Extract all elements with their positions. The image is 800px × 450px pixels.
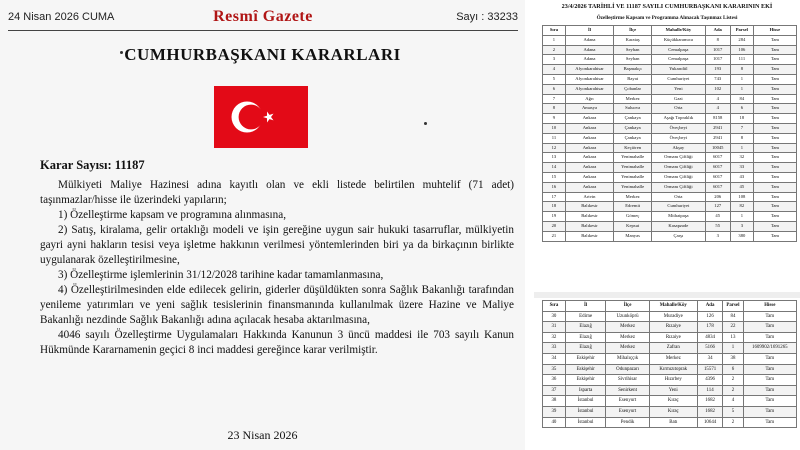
table-cell: 6017 <box>705 182 730 192</box>
annex-table-part-2 <box>542 300 797 428</box>
table-cell: Eskişehir <box>565 364 606 375</box>
table-cell: Akşay <box>652 143 705 153</box>
table-cell: 16 <box>543 182 566 192</box>
table-cell: Tam <box>743 396 796 407</box>
table-row <box>543 55 797 65</box>
table-cell: 18 <box>730 114 753 124</box>
table-cell: Tam <box>753 123 796 133</box>
table-header-cell: Mahalle/Köy <box>649 301 697 312</box>
table-cell: Balıkesir <box>565 212 613 222</box>
table-cell: Yenimahalle <box>614 172 652 182</box>
table-cell: 9 <box>543 114 566 124</box>
table-cell: 4 <box>705 104 730 114</box>
table-row <box>543 35 797 45</box>
table-cell: 106 <box>730 45 753 55</box>
table-cell: Ankara <box>565 182 613 192</box>
table-cell: Ankara <box>565 114 613 124</box>
table-row <box>543 364 797 375</box>
table-cell: 206 <box>705 192 730 202</box>
table-cell: Cemalpaşa <box>652 45 705 55</box>
table-cell: Tam <box>753 133 796 143</box>
table-cell: Tam <box>753 212 796 222</box>
table-header-cell: Ada <box>697 301 722 312</box>
annex-subtitle: Özelleştirme Kapsam ve Programına Alınacak Taşınmaz Listesi <box>596 15 738 21</box>
table-cell: 1 <box>543 35 566 45</box>
table-cell: Ankara <box>565 133 613 143</box>
table-cell: Sivrihisar <box>606 375 649 386</box>
paragraph-legal-basis: 4046 sayılı Özelleştirme Uygulamaları Hakkında Kanunun 3 üncü maddesi ile 703 sayılı Kanun Hükmünde Kararnamenin geçici 8 inci maddesi gereğince karar verilmiştir. <box>40 329 514 356</box>
table-row <box>543 133 797 143</box>
table-row <box>543 123 797 133</box>
table-cell: Ormanı Çiftliği <box>652 172 705 182</box>
table-cell: Rızaiye <box>649 332 697 343</box>
table-row <box>543 143 797 153</box>
table-cell: Karataş <box>614 35 652 45</box>
table-cell: Ankara <box>565 123 613 133</box>
table-cell: 1609902/1691265 <box>743 343 796 354</box>
table-row <box>543 74 797 84</box>
table-cell: Tam <box>753 143 796 153</box>
table-cell: 4396 <box>697 375 722 386</box>
table-cell: Afyonkarahisar <box>565 74 613 84</box>
table-header-cell: İlçe <box>614 26 652 36</box>
table-row <box>543 353 797 364</box>
table-cell: Odunpazarı <box>606 364 649 375</box>
table-cell: 1 <box>730 143 753 153</box>
table-cell: 114 <box>697 385 722 396</box>
table-cell: 5166 <box>697 343 722 354</box>
table-cell: Adana <box>565 35 613 45</box>
table-cell: 84 <box>723 311 743 322</box>
table-cell: 6 <box>543 84 566 94</box>
table-cell: Tam <box>753 104 796 114</box>
table-cell: 1017 <box>705 45 730 55</box>
table-cell: Tam <box>743 332 796 343</box>
table-row <box>543 84 797 94</box>
table-cell: 1017 <box>705 55 730 65</box>
table-cell: 193 <box>705 65 730 75</box>
table-cell: 32 <box>543 332 566 343</box>
table-cell: Edremit <box>614 202 652 212</box>
table-cell: Gazi <box>652 94 705 104</box>
table-cell: 15571 <box>697 364 722 375</box>
table-cell: Yeni <box>649 385 697 396</box>
table-row <box>543 375 797 386</box>
table-cell: Öveçbeyi <box>652 133 705 143</box>
table-cell: Tam <box>753 163 796 173</box>
table-row <box>543 192 797 202</box>
table-cell: 35 <box>543 364 566 375</box>
table-cell: 32 <box>730 153 753 163</box>
table-cell: 7 <box>543 94 566 104</box>
table-cell: Cumhuriyet <box>652 74 705 84</box>
table-cell: 111 <box>730 55 753 65</box>
table-cell: Yukarıdiil <box>652 65 705 75</box>
table-cell: Merkez <box>614 94 652 104</box>
table-cell: İstanbul <box>565 406 606 417</box>
table-cell: Çobanlar <box>614 84 652 94</box>
table-cell: Isparta <box>565 385 606 396</box>
table-row <box>543 406 797 417</box>
table-cell: Ağrı <box>565 94 613 104</box>
table-cell: 39 <box>543 406 566 417</box>
table-cell: 1682 <box>697 396 722 407</box>
table-cell: Gömeç <box>614 212 652 222</box>
table-cell: 1682 <box>697 406 722 417</box>
table-cell: 6 <box>730 104 753 114</box>
table-cell: 108 <box>730 192 753 202</box>
table-row <box>543 212 797 222</box>
table-header-cell: Parsel <box>730 26 753 36</box>
table-cell: Afyonkarahisar <box>565 84 613 94</box>
table-cell: Rızaiye <box>649 322 697 333</box>
table-cell: Eskişehir <box>565 353 606 364</box>
table-cell: 1 <box>723 343 743 354</box>
table-cell: 1 <box>730 212 753 222</box>
table-cell: 8 <box>705 35 730 45</box>
table-cell: 21 <box>543 231 566 241</box>
table-cell: 13 <box>723 332 743 343</box>
table-cell: Merkez <box>606 322 649 333</box>
table-cell: Ankara <box>565 172 613 182</box>
table-row <box>543 332 797 343</box>
table-cell: Cemalpaşa <box>652 55 705 65</box>
table-cell: 2 <box>723 375 743 386</box>
table-header-cell: Mahalle/Köy <box>652 26 705 36</box>
table-cell: Kasapzade <box>652 221 705 231</box>
table-cell: 6017 <box>705 163 730 173</box>
table-cell: 82 <box>730 202 753 212</box>
table-cell: 37 <box>543 385 566 396</box>
table-cell: 4 <box>723 396 743 407</box>
table-cell: 6017 <box>705 172 730 182</box>
table-cell: 2 <box>723 417 743 428</box>
table-cell: Tam <box>743 311 796 322</box>
table-cell: Edirne <box>565 311 606 322</box>
table-cell: Kepsut <box>614 221 652 231</box>
table-cell: Tam <box>753 182 796 192</box>
table-cell: Adana <box>565 55 613 65</box>
table-cell: 102 <box>705 84 730 94</box>
table-header-cell: İl <box>565 26 613 36</box>
table-cell: 3 <box>543 55 566 65</box>
table-cell: Tam <box>743 406 796 417</box>
table-cell: 84 <box>730 94 753 104</box>
paragraph-item-2: 2) Satış, kiralama, gelir ortaklığı modeli ve işin gereğine uygun sair hukuki tasarruflar, mülkiyetin gayri ayni hakların tesisi veya işletme hakkının verilmesi yöntemlerinden biri ya da birkaçının birlikte uygulanarak özelleştirilmesine, <box>40 224 514 266</box>
table-cell: 38 <box>723 353 743 364</box>
table-cell: 33 <box>730 163 753 173</box>
table-cell: 17 <box>543 192 566 202</box>
table-cell: Tam <box>753 74 796 84</box>
table-cell: Keçiören <box>614 143 652 153</box>
table-cell: Başmakçı <box>614 65 652 75</box>
annex-table-part-1 <box>542 25 797 242</box>
table-cell: 2 <box>723 385 743 396</box>
table-cell: Pendik <box>606 417 649 428</box>
table-cell: Tam <box>753 202 796 212</box>
table-cell: Afyonkarahisar <box>565 65 613 75</box>
table-cell: Yenimahalle <box>614 163 652 173</box>
table-cell: 6017 <box>705 153 730 163</box>
table-row <box>543 417 797 428</box>
table-cell: 22 <box>723 322 743 333</box>
table-row <box>543 172 797 182</box>
table-row <box>543 221 797 231</box>
table-cell: Yeni <box>652 84 705 94</box>
table-cell: 3 <box>730 221 753 231</box>
table-row <box>543 114 797 124</box>
paragraph-item-3: 3) Özelleştirme işlemlerinin 31/12/2028 tarihine kadar tamamlanmasına, <box>58 269 384 281</box>
table-cell: 45 <box>705 212 730 222</box>
table-cell: Artvin <box>565 192 613 202</box>
table-cell: Orta <box>652 104 705 114</box>
table-cell: 34 <box>543 353 566 364</box>
table-cell: Kıraç <box>649 396 697 407</box>
table-cell: Merkez <box>606 343 649 354</box>
table-cell: Adana <box>565 45 613 55</box>
table-cell: Zafran <box>649 343 697 354</box>
gazette-date: 24 Nisan 2026 CUMA <box>8 11 115 23</box>
table-cell: 12 <box>543 143 566 153</box>
table-cell: 10045 <box>705 143 730 153</box>
table-cell: 5 <box>543 74 566 84</box>
table-cell: Tam <box>753 114 796 124</box>
table-cell: Çankaya <box>614 114 652 124</box>
table-cell: 38 <box>543 396 566 407</box>
table-cell: Esenyurt <box>606 406 649 417</box>
table-cell: 14 <box>543 163 566 173</box>
table-row <box>543 45 797 55</box>
table-cell: Aşağı Topraklık <box>652 114 705 124</box>
table-cell: Bayat <box>614 74 652 84</box>
table-header-cell: İlçe <box>606 301 649 312</box>
table-cell: Hızırbey <box>649 375 697 386</box>
table-cell: Tam <box>753 172 796 182</box>
table-cell: Suluova <box>614 104 652 114</box>
table-cell: 18 <box>543 202 566 212</box>
table-row <box>543 231 797 241</box>
table-row <box>543 311 797 322</box>
table-cell: 8 <box>730 133 753 143</box>
table-header-cell: Hisse <box>743 301 796 312</box>
table-cell: Ankara <box>565 153 613 163</box>
table-cell: İstanbul <box>565 396 606 407</box>
table-cell: Tam <box>743 385 796 396</box>
table-cell: Merkez <box>606 332 649 343</box>
table-cell: Tam <box>743 322 796 333</box>
scan-speck <box>424 122 427 125</box>
gazette-header <box>8 8 518 31</box>
table-cell: 5 <box>723 406 743 417</box>
table-cell: İstanbul <box>565 417 606 428</box>
table-cell: Ankara <box>565 163 613 173</box>
table-header-row <box>543 26 797 36</box>
decree-number: Karar Sayısı: 11187 <box>40 158 145 172</box>
table-cell: 6 <box>723 364 743 375</box>
table-cell: Orta <box>652 192 705 202</box>
table-cell: 8 <box>730 65 753 75</box>
table-row <box>543 163 797 173</box>
table-cell: 40 <box>543 417 566 428</box>
paragraph-intro: Mülkiyeti Maliye Hazinesi adına kayıtlı olan ve ekli listede belirtilen muhtelif (71 adet) taşınmazlar/hisse ile üzerindeki yapıların; <box>40 179 514 206</box>
table-cell: 19 <box>543 212 566 222</box>
annex-panel <box>534 0 800 450</box>
table-header-cell: İl <box>565 301 606 312</box>
table-cell: 1 <box>730 84 753 94</box>
table-cell: 45 <box>730 182 753 192</box>
table-row <box>543 202 797 212</box>
gazette-title: Resmî Gazete <box>213 8 313 25</box>
table-cell: Ankara <box>565 143 613 153</box>
table-cell: Balıkesir <box>565 221 613 231</box>
table-cell: Tam <box>753 65 796 75</box>
table-cell: Elazığ <box>565 343 606 354</box>
table-row <box>543 182 797 192</box>
table-cell: 4 <box>543 65 566 75</box>
table-cell: Senirkent <box>606 385 649 396</box>
table-cell: Cumhuriyet <box>652 202 705 212</box>
table-cell: Yenimahalle <box>614 182 652 192</box>
table-cell: Tam <box>753 153 796 163</box>
table-cell: Merkez <box>649 353 697 364</box>
table-cell: 4834 <box>697 332 722 343</box>
table-cell: 178 <box>697 322 722 333</box>
table-cell: Çarşı <box>652 231 705 241</box>
table-cell: 284 <box>730 35 753 45</box>
table-cell: Ormanı Çiftliği <box>652 163 705 173</box>
table-cell: 2941 <box>705 133 730 143</box>
table-cell: 127 <box>705 202 730 212</box>
table-cell: Mithatpaşa <box>652 212 705 222</box>
turkish-flag-icon <box>214 86 308 148</box>
table-cell: 8158 <box>705 114 730 124</box>
table-cell: Tam <box>753 35 796 45</box>
table-cell: Küçükkaramıca <box>652 35 705 45</box>
table-cell: 1 <box>730 74 753 84</box>
table-header-row <box>543 301 797 312</box>
table-header-cell: Parsel <box>723 301 743 312</box>
paragraph-item-1: 1) Özelleştirme kapsam ve programına alınmasına, <box>58 209 287 221</box>
table-cell: 13 <box>543 153 566 163</box>
table-cell: 10644 <box>697 417 722 428</box>
table-cell: 2 <box>543 45 566 55</box>
table-cell: 34 <box>697 353 722 364</box>
table-cell: Seyhan <box>614 55 652 65</box>
table-cell: Yenimahalle <box>614 153 652 163</box>
table-cell: Tam <box>753 94 796 104</box>
table-row <box>543 343 797 354</box>
table-cell: 380 <box>730 231 753 241</box>
table-cell: Çankaya <box>614 133 652 143</box>
gazette-issue: Sayı : 33233 <box>456 11 518 23</box>
table-cell: Tam <box>753 55 796 65</box>
table-cell: Tam <box>743 417 796 428</box>
table-row <box>543 322 797 333</box>
table-row <box>543 104 797 114</box>
table-cell: 4 <box>705 94 730 104</box>
paragraph-item-4: 4) Özelleştirilmesinden elde edilecek gelirin, giderler düşüldükten sonra Sağlık Bakanlığı tarafından yenileme yatırımları ve yeni sağlık tesislerinin finansmanında kullanılmak üzere Hazine ve Maliye Bakanlığı nezdinde Sağlık Bakanlığı adına açılacak hesaba aktarılmasına, <box>40 284 514 326</box>
table-cell: 20 <box>543 221 566 231</box>
table-cell: 30 <box>543 311 566 322</box>
table-row <box>543 396 797 407</box>
table-cell: 126 <box>697 311 722 322</box>
table-cell: 8 <box>543 104 566 114</box>
table-cell: 7 <box>730 123 753 133</box>
table-cell: Kırmızıtoprak <box>649 364 697 375</box>
table-cell: Balıkesir <box>565 202 613 212</box>
table-cell: Amasya <box>565 104 613 114</box>
table-cell: Tam <box>753 84 796 94</box>
page-break <box>534 292 800 298</box>
table-cell: Tam <box>753 221 796 231</box>
table-cell: Merkez <box>614 192 652 202</box>
table-cell: 15 <box>543 172 566 182</box>
table-cell: Manyas <box>614 231 652 241</box>
table-cell: Tam <box>743 364 796 375</box>
table-cell: Esenyurt <box>606 396 649 407</box>
table-cell: 43 <box>730 172 753 182</box>
table-cell: Tam <box>753 45 796 55</box>
table-cell: 33 <box>543 343 566 354</box>
table-cell: 2941 <box>705 123 730 133</box>
table-cell: Tam <box>753 192 796 202</box>
table-cell: Ormanı Çiftliği <box>652 182 705 192</box>
table-cell: Kıraç <box>649 406 697 417</box>
table-header-cell: Hisse <box>753 26 796 36</box>
table-cell: 11 <box>543 133 566 143</box>
table-cell: 36 <box>543 375 566 386</box>
table-cell: Ormanı Çiftliği <box>652 153 705 163</box>
table-cell: Eskişehir <box>565 375 606 386</box>
decree-heading: CUMHURBAŞKANI KARARLARI <box>124 45 401 64</box>
table-cell: Tam <box>743 375 796 386</box>
table-row <box>543 65 797 75</box>
table-cell: Öveçbeyi <box>652 123 705 133</box>
table-cell: Çankaya <box>614 123 652 133</box>
table-cell: Balıkesir <box>565 231 613 241</box>
table-cell: 3 <box>705 231 730 241</box>
table-cell: Uzunköprü <box>606 311 649 322</box>
table-cell: 31 <box>543 322 566 333</box>
table-header-cell: Ada <box>705 26 730 36</box>
table-cell: Muradiye <box>649 311 697 322</box>
table-row <box>543 153 797 163</box>
table-cell: Seyhan <box>614 45 652 55</box>
table-cell: Tam <box>753 231 796 241</box>
table-cell: Tam <box>743 353 796 364</box>
table-row <box>543 385 797 396</box>
table-row <box>543 94 797 104</box>
table-cell: 10 <box>543 123 566 133</box>
decree-body <box>40 178 514 358</box>
annex-title: 23/4/2026 TARİHLİ VE 11187 SAYILI CUMHURBAŞKANI KARARININ EKİ <box>561 3 773 10</box>
table-cell: 743 <box>705 74 730 84</box>
table-cell: Batı <box>649 417 697 428</box>
table-cell: Elazığ <box>565 322 606 333</box>
table-cell: Mihalıççık <box>606 353 649 364</box>
signature-date: 23 Nisan 2026 <box>227 428 298 442</box>
table-header-cell: Sıra <box>543 301 566 312</box>
table-cell: 55 <box>705 221 730 231</box>
table-cell: Elazığ <box>565 332 606 343</box>
table-header-cell: Sıra <box>543 26 566 36</box>
